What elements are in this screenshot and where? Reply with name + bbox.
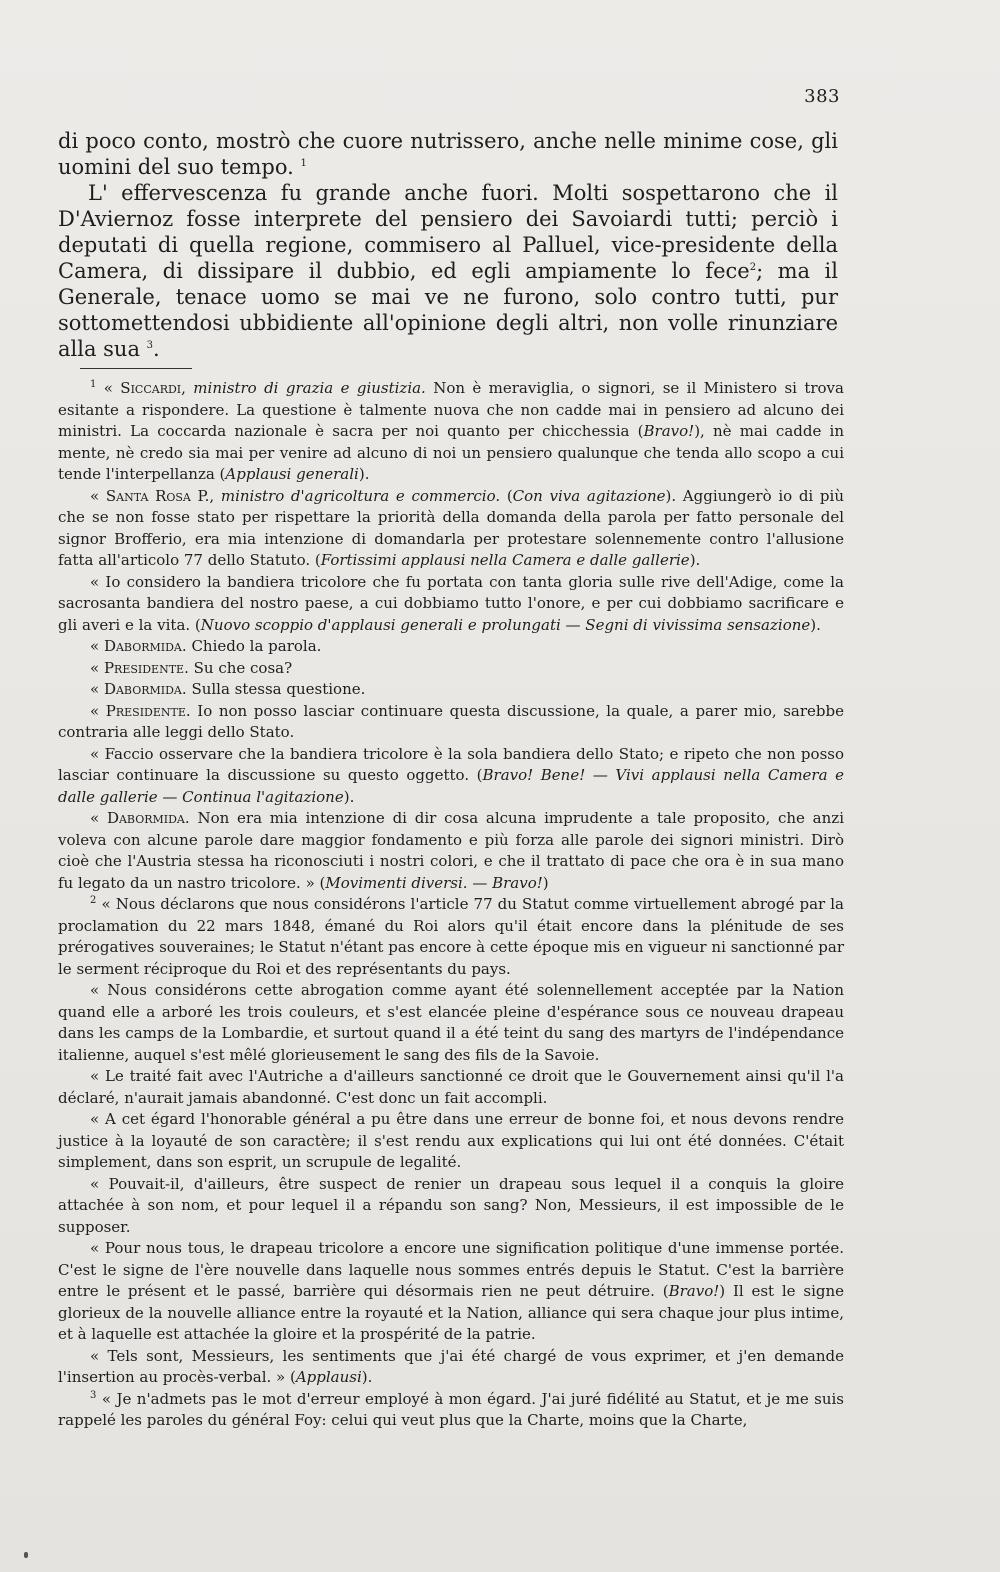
footnote-2-para-5: « Pouvait-il, d'ailleurs, être suspect de renier un drapeau sous lequel il a conquis la gloire attachée à son nom, et pour lequel il a répandu son sang? Non, Messieurs, il est impossible de le supposer. [58,1174,844,1236]
footnote-1-santa-rosa: « Santa Rosa P., ministro d'agricoltura e commercio. (Con viva agitazione). Aggiungerò io di più che se non fosse stato per rispettare la priorità della domanda della parola per fatto personale del signor Brofferio, era mia intenzione di domandarla per protestare solennemente contro l'allusione fatta all'articolo 77 dello Statuto. (Fortissimi applausi nella Camera e dalle gallerie). [58,486,844,569]
footnote-1-presidente-2: « Presidente. Io non posso lasciar continuare questa discussione, la quale, a parer mio, sarebbe contraria alle leggi dello Stato. [58,701,844,741]
footnote-2-para-3: « Le traité fait avec l'Autriche a d'ailleurs sanctionné ce droit que le Gouvernement ainsi qu'il l'a déclaré, n'aurait jamais abandonné. C'est donc un fait accompli. [58,1067,844,1107]
footnote-1-presidente-1: « Presidente. Su che cosa? [90,658,293,677]
footnote-ref-2: 2 [749,262,757,273]
footnote-2-para-7: « Tels sont, Messieurs, les sentiments que j'ai été chargé de vous exprimer, et j'en demande l'insertion au procès-verbal. » (Applausi). [58,1346,844,1386]
main-text [58,128,838,362]
footnote-2-para-2: « Nous considérons cette abrogation comme ayant été solennellement acceptée par la Nation quand elle a arboré les trois couleurs, et s'est elancée pleine d'espérance sous ce nouveau drapeau dans les camps de la Lombardie, et surtout quand il a été teint du sang des martyrs de l'indépendance italienne, auquel s'est mêlé glorieusement le sang des fils de la Savoie. [58,981,844,1064]
footnote-3: $^3$ « Je n'admets pas le mot d'erreur employé à mon égard. J'ai juré fidélité au Statut, et je me suis rappelé les paroles du général Foy: celui qui veut plus que la Charte, moins que la Charte, [58,1389,844,1429]
footnote-1-bandiera: « Io considero la bandiera tricolore che fu portata con tanta gloria sulle rive dell'Adige, come la sacrosanta bandiera del nostro paese, a cui dobbiamo tutto l'onore, e per cui dobbiamo sacrificare e gli averi e la vita. (Nuovo scoppio d'applausi generali e prolungati — Segni di vivissima sensazione). [58,572,844,634]
main-paragraph-2: L' effervescenza fu grande anche fuori. Molti sospettarono che il D'Aviernoz fosse interprete del pensiero dei Savoiardi tutti; perciò i deputati di quella regione, commisero al Palluel, vice-presidente della Camera, di dissipare il dubbio, ed egli ampiamente lo fece$^2$; ma il Generale, tenace uomo se mai ve ne furono, solo contro tutti, pur sottomettendosi ubbidiente all'opinione degli altri, non volle rinunziare alla sua $^3$. [58,181,838,361]
footnote-1-faccio: « Faccio osservare che la bandiera tricolore è la sola bandiera dello Stato; e ripeto che non posso lasciar continuare la discussione su questo oggetto. (Bravo! Bene! — Vivi applausi nella Camera e dalle gallerie — Continua l'agitazione). [58,744,845,806]
footnote-ref-1: 1 [300,158,307,169]
ink-speck [24,1552,28,1558]
footnote-ref-3: 3 [146,340,154,351]
footnote-1: $^1$ « Siccardi, ministro di grazia e giustizia. Non è meraviglia, o signori, se il Ministero si trova esitante a rispondere. La questione è talmente nuova che non cadde mai in pensiero ad alcuno dei ministri. La coccarda nazionale è sacra per noi quanto per chicchessia (Bravo!), nè mai cadde in mente, nè credo sia mai per venire ad alcuno di noi un pensiero qualunque che tenda allo scopo a cui tende l'interpellanza (Applausi generali). [58,379,845,483]
footnote-2-para-4: « A cet égard l'honorable général a pu être dans une erreur de bonne foi, et nous devons rendre justice à la loyauté de son caractère; il s'est rendu aux explications qui lui ont été données. C'était simplement, dans son esprit, un scrupule de legalité. [58,1110,844,1171]
main-paragraph-1: di poco conto, mostrò che cuore nutrissero, anche nelle minime cose, gli uomini del suo tempo. $^1$ [58,129,838,179]
footnote-1-dabormida-1: « Dabormida. Chiedo la parola. [90,637,322,655]
footnote-2-para-6: « Pour nous tous, le drapeau tricolore a encore une signification politique d'une immense portée. C'est le signe de l'ère nouvelle dans laquelle nous sommes entrés depuis le Statut. C'est la barrière entre le présent et le passé, barrière qui désormais rien ne peut détruire. (Bravo!) Il est le signe glorieux de la nouvelle alliance entre la royauté et la Nation, alliance qui sera chaque jour plus intime, et à laquelle est attachée la gloire et la prospérité de la patrie. [58,1239,845,1343]
footnote-1-dabormida-3: « Dabormida. Non era mia intenzione di dir cosa alcuna imprudente a tale proposito, che anzi voleva con alcune parole dare maggior fondamento e più forza alle parole dei signori ministri. Dirò cioè che l'Austria stessa ha riconosciuti i nostri colori, e che il trattato di pace che ora è in sua mano fu legato da un nastro tricolore. » (Movimenti diversi. — Bravo!) [58,809,844,892]
footnotes [58,378,844,1432]
footnote-2: $^2$ « Nous déclarons que nous considérons l'article 77 du Statut comme virtuellement abrogé par la proclamation du 22 mars 1848, émané du Roi alors qu'il était encore dans la plénitude de ses prérogatives souveraines; le Statut n'étant pas encore à cette époque mis en vigueur ni sanctionné par le serment réciproque du Roi et des représentants du pays. [58,895,844,978]
footnote-separator [80,368,192,369]
footnote-1-dabormida-2: « Dabormida. Sulla stessa questione. [90,680,366,698]
page-number: 383 [804,86,840,107]
